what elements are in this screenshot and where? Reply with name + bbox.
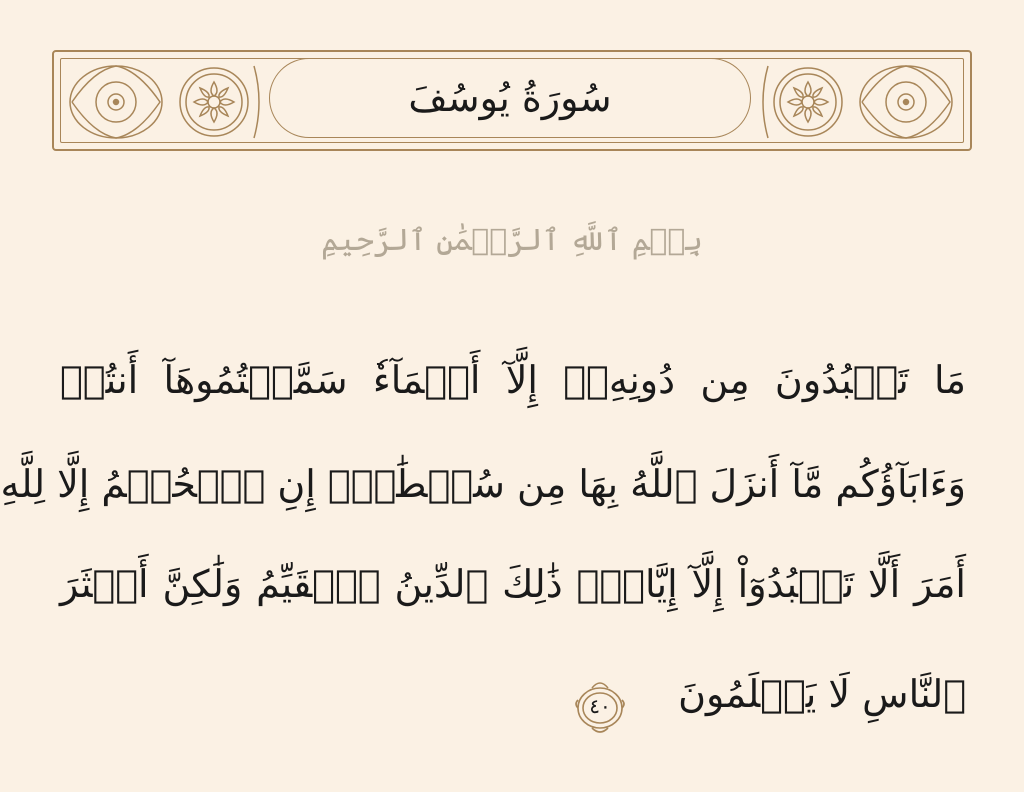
verse-line-1: مَا تَعۡبُدُونَ مِن دُونِهِۦٓ إِلَّآ أَسۡمَآءٗ سَمَّيۡتُمُوهَآ أَنتُمۡ xyxy=(60,358,966,402)
surah-title: سُورَةُ يُوسُفَ xyxy=(408,76,612,120)
ayah-marker xyxy=(572,676,628,736)
surah-header-frame xyxy=(52,50,972,151)
basmala: بِسۡمِ ٱللَّهِ ٱلرَّحۡمَٰنِ ٱلرَّحِيمِ xyxy=(321,222,703,258)
left-ornament-icon xyxy=(64,60,264,144)
ayah-number: ٤٠ xyxy=(589,694,611,718)
verse-line-4: ٱلنَّاسِ لَا يَعۡلَمُونَ xyxy=(678,672,966,716)
verse-line-3: أَمَرَ أَلَّا تَعۡبُدُوٓاْ إِلَّآ إِيَّاهُۚ ذَٰلِكَ ٱلدِّينُ ٱلۡقَيِّمُ وَلَٰكِنَّ أَكۡثَرَ xyxy=(60,562,966,606)
verse-line-2: وَءَابَآؤُكُم مَّآ أَنزَلَ ٱللَّهُ بِهَا مِن سُلۡطَٰنٍۚ إِنِ ٱلۡحُكۡمُ إِلَّا لِلَّهِ xyxy=(0,462,966,506)
right-ornament-icon xyxy=(758,60,958,144)
